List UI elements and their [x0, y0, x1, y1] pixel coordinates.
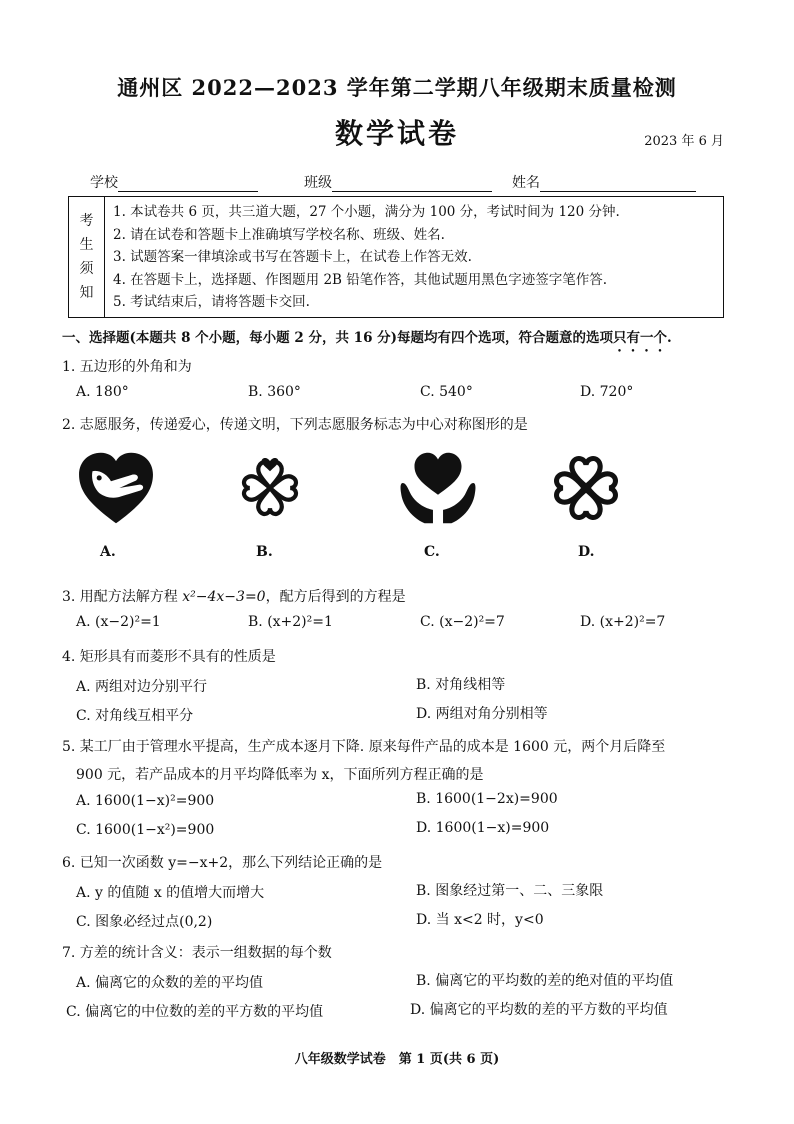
school-field[interactable] — [90, 172, 258, 192]
q4-option-a[interactable]: A. 两组对边分别平行 — [76, 679, 208, 695]
class-label: 班级 — [304, 175, 332, 191]
q6-option-b[interactable]: B. 图象经过第一、二、三象限 — [416, 883, 604, 899]
section-emphasis: 只有一个 — [613, 330, 668, 346]
q4-option-b[interactable]: B. 对角线相等 — [416, 677, 506, 693]
q1-option-c[interactable]: C. 540° — [420, 384, 473, 400]
question-5-stem-line1: 5. 某工厂由于管理水平提高，生产成本逐月下降. 原来每件产品的成本是 1600 元，两个月后降至 — [62, 739, 666, 755]
q7-option-a[interactable]: A. 偏离它的众数的差的平均值 — [76, 975, 264, 991]
four-hearts-clover-logo-icon[interactable] — [544, 446, 628, 530]
exam-title: 通州区 2022—2023 学年第二学期八年级期末质量检测 — [117, 75, 677, 100]
q5-option-b[interactable]: B. 1600(1−2x)=900 — [416, 791, 558, 807]
q3-option-b[interactable]: B. (x+2)²=1 — [248, 614, 333, 630]
question-4-stem: 4. 矩形具有而菱形不具有的性质是 — [62, 649, 276, 665]
section-heading: 一、选择题(本题共 8 个小题，每小题 2 分，共 16 分)每题均有四个选项，符合题意的选项只有一个. — [62, 330, 672, 346]
q6-option-c[interactable]: C. 图象必经过点(0,2) — [76, 914, 213, 930]
q2-option-b[interactable]: B. — [256, 544, 273, 560]
q7-option-c[interactable]: C. 偏离它的中位数的差的平方数的平均值 — [66, 1004, 324, 1020]
q3-option-a[interactable]: A. (x−2)²=1 — [76, 614, 161, 630]
notice-item: 4. 在答题卡上，选择题、作图题用 2B 铅笔作答，其他试题用黑色字迹签字笔作答. — [113, 271, 608, 288]
q6-option-d[interactable]: D. 当 x<2 时，y<0 — [416, 912, 544, 928]
q3-equation: x²−4x−3=0 — [182, 589, 266, 605]
q2-option-d[interactable]: D. — [578, 544, 595, 560]
q2-option-c[interactable]: C. — [424, 544, 440, 560]
notice-item: 3. 试题答案一律填涂或书写在答题卡上，在试卷上作答无效. — [113, 249, 472, 265]
question-5-stem-line2: 900 元，若产品成本的月平均降低率为 x，下面所列方程正确的是 — [76, 767, 484, 783]
notice-list — [113, 201, 713, 314]
class-field[interactable] — [304, 172, 492, 192]
exam-date: 2023 年 6 月 — [644, 134, 724, 149]
notice-item: 5. 考试结束后，请将答题卡交回. — [113, 294, 310, 310]
q4-option-d[interactable]: D. 两组对角分别相等 — [416, 706, 548, 722]
question-7-stem: 7. 方差的统计含义：表示一组数据的每个数 — [62, 945, 332, 961]
question-1-stem: 1. 五边形的外角和为 — [62, 359, 192, 375]
question-3-stem: 3. 用配方法解方程 x²−4x−3=0，配方后得到的方程是 — [62, 589, 406, 605]
q1-option-a[interactable]: A. 180° — [76, 384, 129, 400]
notice-item: 2. 请在试卷和答题卡上准确填写学校名称、班级、姓名. — [113, 226, 445, 243]
school-label: 学校 — [90, 175, 118, 191]
q1-option-b[interactable]: B. 360° — [248, 384, 301, 400]
q5-option-d[interactable]: D. 1600(1−x)=900 — [416, 820, 550, 836]
hearts-flower-logo-icon[interactable] — [228, 446, 312, 530]
q6-option-a[interactable]: A. y 的值随 x 的值增大而增大 — [76, 885, 265, 901]
school-line[interactable] — [118, 177, 258, 192]
student-info-row — [90, 172, 710, 194]
question-2-stem: 2. 志愿服务，传递爱心，传递文明，下列志愿服务标志为中心对称图形的是 — [62, 417, 528, 433]
exam-notice-box — [68, 196, 724, 318]
q7-option-d[interactable]: D. 偏离它的平均数的差的平方数的平均值 — [410, 1002, 668, 1018]
q3-option-d[interactable]: D. (x+2)²=7 — [580, 614, 666, 630]
page-footer: 八年级数学试卷 第 1 页(共 6 页) — [294, 1052, 500, 1067]
q7-option-b[interactable]: B. 偏离它的平均数的差的绝对值的平均值 — [416, 973, 674, 989]
q1-option-d[interactable]: D. 720° — [580, 384, 634, 400]
notice-item: 1. 本试卷共 6 页，共三道大题，27 个小题，满分为 100 分，考试时间为 120 分钟. — [113, 204, 620, 220]
name-label: 姓名 — [512, 175, 540, 191]
heart-in-hands-logo-icon[interactable] — [396, 446, 480, 530]
heart-hand-logo-icon[interactable] — [74, 446, 158, 530]
class-line[interactable] — [332, 177, 492, 192]
question-6-stem: 6. 已知一次函数 y=−x+2，那么下列结论正确的是 — [62, 855, 383, 871]
q5-option-a[interactable]: A. 1600(1−x)²=900 — [76, 793, 215, 809]
q5-option-c[interactable]: C. 1600(1−x²)=900 — [76, 822, 215, 838]
notice-label: 考 生 须 知 — [69, 197, 105, 317]
q2-option-a[interactable]: A. — [100, 544, 116, 560]
q3-option-c[interactable]: C. (x−2)²=7 — [420, 614, 505, 630]
q4-option-c[interactable]: C. 对角线互相平分 — [76, 708, 194, 724]
exam-subtitle: 数学试卷 — [334, 117, 459, 150]
name-line[interactable] — [540, 177, 696, 192]
name-field[interactable] — [512, 172, 696, 192]
